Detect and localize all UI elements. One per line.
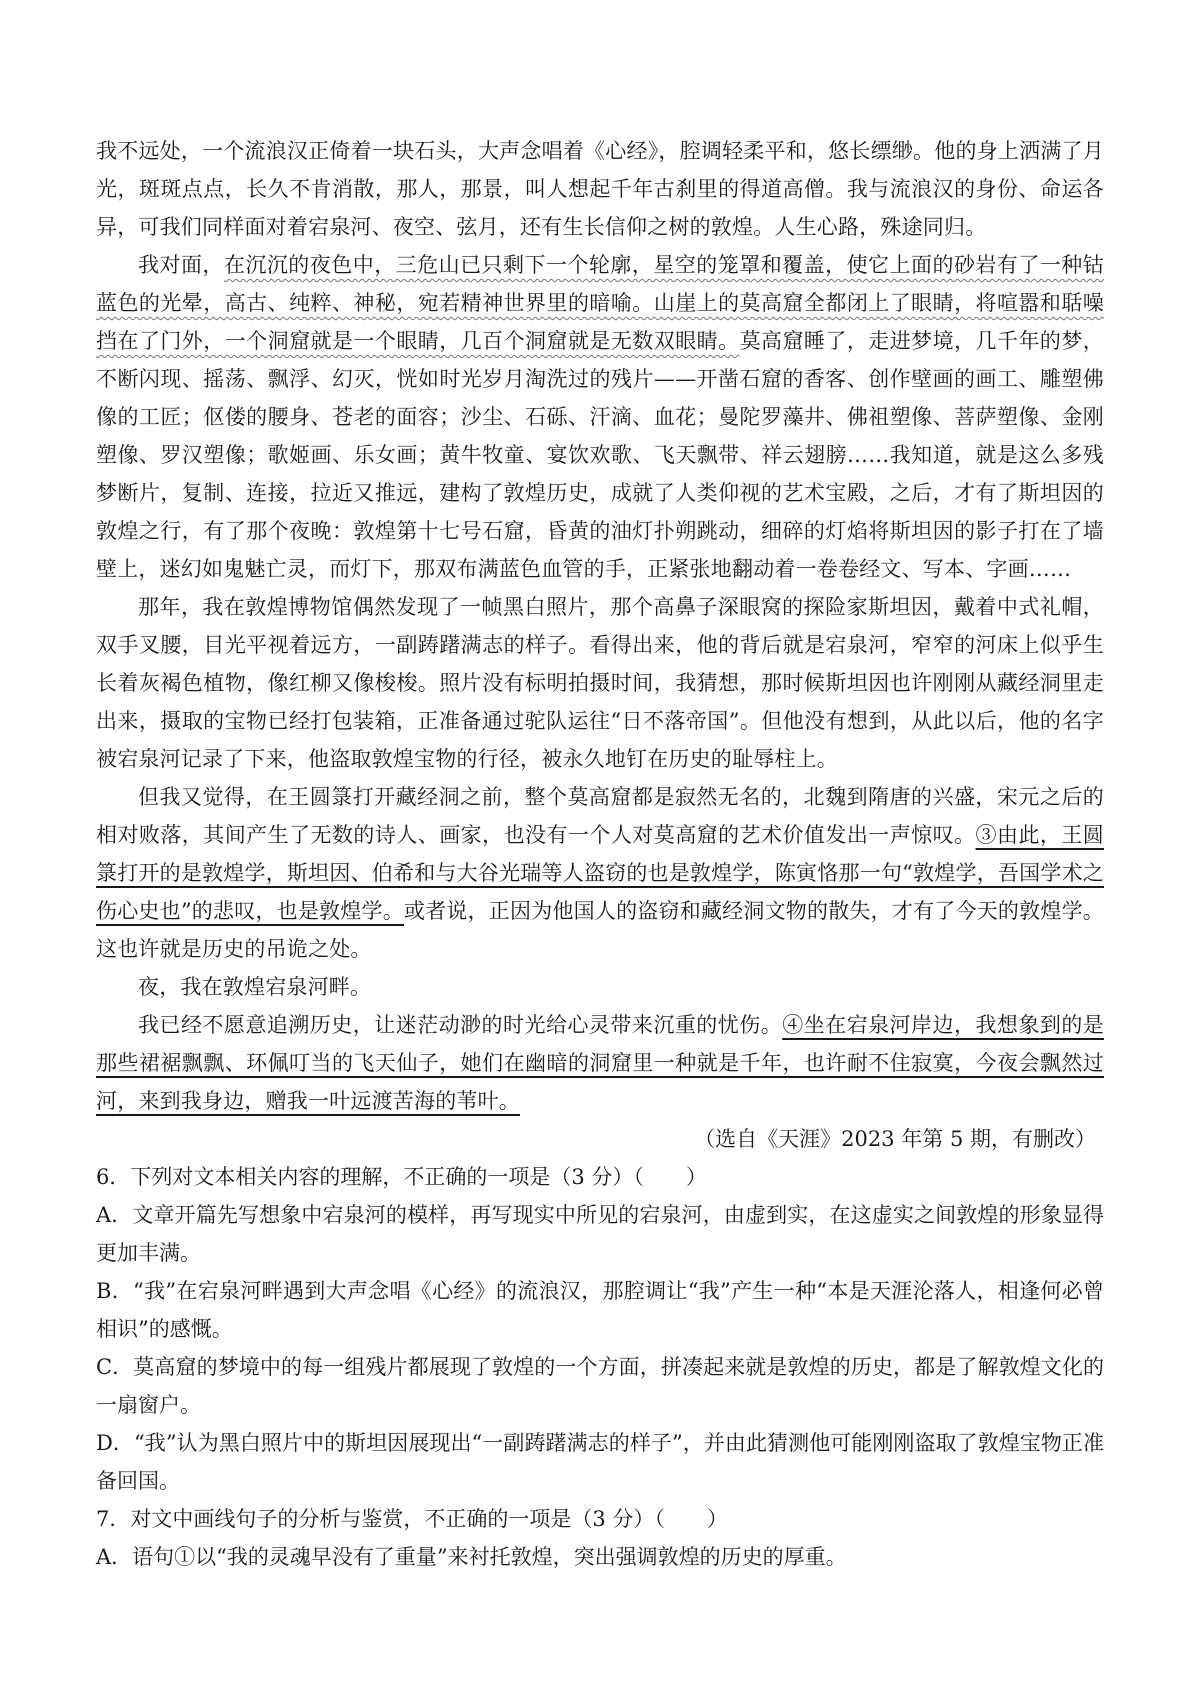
passage-source: （选自《天涯》2023 年第 5 期，有删改） bbox=[694, 1127, 1096, 1151]
passage-paragraph-2 bbox=[96, 246, 1104, 588]
question-7-option-a: A．语句①以“我的灵魂早没有了重量”来衬托敦煌，突出强调敦煌的历史的厚重。 bbox=[96, 1545, 847, 1569]
paragraph-6-lead: 我已经不愿意追溯历史，让迷茫动渺的时光给心灵带来沉重的忧伤。 bbox=[138, 1013, 783, 1037]
paragraph-4-rest: 或者说，正因为他国人的盗窃和藏经洞文物的散失，才有了今天的敦煌学。这也许就是历史的吊诡之处。 bbox=[96, 899, 1104, 961]
question-7 bbox=[96, 1500, 1104, 1576]
question-6-option-b: B．“我”在宕泉河畔遇到大声念唱《心经》的流浪汉，那腔调让“我”产生一种“本是天涯沦落人，相逢何必曾相识”的感慨。 bbox=[96, 1279, 1104, 1341]
question-6-option-d: D．“我”认为黑白照片中的斯坦因展现出“一副踌躇满志的样子”，并由此猜测他可能刚刚盗取了敦煌宝物正准备回国。 bbox=[96, 1431, 1104, 1493]
paragraph-2-lead: 我对面， bbox=[138, 253, 224, 277]
question-7-stem: 7．对文中画线句子的分析与鉴赏，不正确的一项是（3 分）（ ） bbox=[96, 1507, 728, 1531]
paragraph-4-lead: 但我又觉得，在王圆箓打开藏经洞之前，整个莫高窟都是寂然无名的，北魏到隋唐的兴盛，宋元之后的相对败落，其间产生了无数的诗人、画家，也没有一个人对莫高窟的艺术价值发出一声惊叹。 bbox=[96, 785, 1104, 847]
question-6-stem: 6．下列对文本相关内容的理解，不正确的一项是（3 分）（ ） bbox=[96, 1165, 707, 1189]
question-6-option-a: A．文章开篇先写想象中宕泉河的模样，再写现实中所见的宕泉河，由虚到实，在这虚实之间敦煌的形象显得更加丰满。 bbox=[96, 1203, 1104, 1265]
underlined-sentence-3: ③由此，王圆箓打开的是敦煌学，斯坦因、伯希和与大谷光瑞等人盗窃的也是敦煌学，陈寅恪那一句“敦煌学，吾国学术之伤心史也”的悲叹，也是敦煌学。 bbox=[96, 823, 1104, 923]
reading-passage bbox=[96, 132, 1104, 1158]
question-6 bbox=[96, 1158, 1104, 1500]
question-6-option-c: C．莫高窟的梦境中的每一组残片都展现了敦煌的一个方面，拼凑起来就是敦煌的历史，都是了解敦煌文化的一扇窗户。 bbox=[96, 1355, 1104, 1417]
passage-paragraph-4 bbox=[96, 778, 1104, 968]
passage-paragraph-3: 那年，我在敦煌博物馆偶然发现了一帧黑白照片，那个高鼻子深眼窝的探险家斯坦因，戴着中式礼帽，双手叉腰，目光平视着远方，一副踌躇满志的样子。看得出来，他的背后就是宕泉河，窄窄的河床上似乎生长着灰褐色植物，像红柳又像梭梭。照片没有标明拍摄时间，我猜想，那时候斯坦因也许刚刚从藏经洞里走出来，摄取的宝物已经打包装箱，正准备通过驼队运往“日不落帝国”。但他没有想到，从此以后，他的名字被宕泉河记录了下来，他盗取敦煌宝物的行径，被永久地钉在历史的耻辱柱上。 bbox=[96, 595, 1104, 771]
wavy-underlined-sentence: 在沉沉的夜色中，三危山已只剩下一个轮廓，星空的笼罩和覆盖，使它上面的砂岩有了一种钴蓝色的光晕，高古、纯粹、神秘，宛若精神世界里的暗喻。山崖上的莫高窟全都闭上了眼睛，将喧嚣和聒噪挡在了门外，一个洞窟就是一个眼睛，几百个洞窟就是无数双眼睛。 bbox=[96, 253, 1104, 353]
paragraph-2-rest: 莫高窟睡了，走进梦境，几千年的梦，不断闪现、摇荡、飘浮、幻灭，恍如时光岁月淘洗过的残片——开凿石窟的香客、创作壁画的画工、雕塑佛像的工匠；伛偻的腰身、苍老的面容；沙尘、石砾、汗滴、血花；曼陀罗藻井、佛祖塑像、菩萨塑像、金刚塑像、罗汉塑像；歌姬画、乐女画；黄牛牧童、宴饮欢歌、飞天飘带、祥云翅膀……我知道，就是这么多残梦断片，复制、连接，拉近又推远，建构了敦煌历史，成就了人类仰视的艺术宝殿，之后，才有了斯坦因的敦煌之行，有了那个夜晚：敦煌第十七号石窟，昏黄的油灯扑朔跳动，细碎的灯焰将斯坦因的影子打在了墙壁上，迷幻如鬼魅亡灵，而灯下，那双布满蓝色血管的手，正紧张地翻动着一卷卷经文、写本、字画…… bbox=[96, 329, 1104, 581]
underlined-sentence-4: ④坐在宕泉河岸边，我想象到的是那些裙裾飘飘、环佩叮当的飞天仙子，她们在幽暗的洞窟里一种就是千年，也许耐不住寂寞，今夜会飘然过河，来到我身边，赠我一叶远渡苦海的苇叶。 bbox=[96, 1013, 1105, 1113]
passage-paragraph-5: 夜，我在敦煌宕泉河畔。 bbox=[138, 975, 372, 999]
passage-paragraph-1: 我不远处，一个流浪汉正倚着一块石头，大声念唱着《心经》，腔调轻柔平和，悠长缥缈。他的身上洒满了月光，斑斑点点，长久不肯消散，那人，那景，叫人想起千年古刹里的得道高僧。我与流浪汉的身份、命运各异，可我们同样面对着宕泉河、夜空、弦月，还有生长信仰之树的敦煌。人生心路，殊途同归。 bbox=[96, 139, 1104, 239]
passage-paragraph-6 bbox=[96, 1006, 1104, 1120]
